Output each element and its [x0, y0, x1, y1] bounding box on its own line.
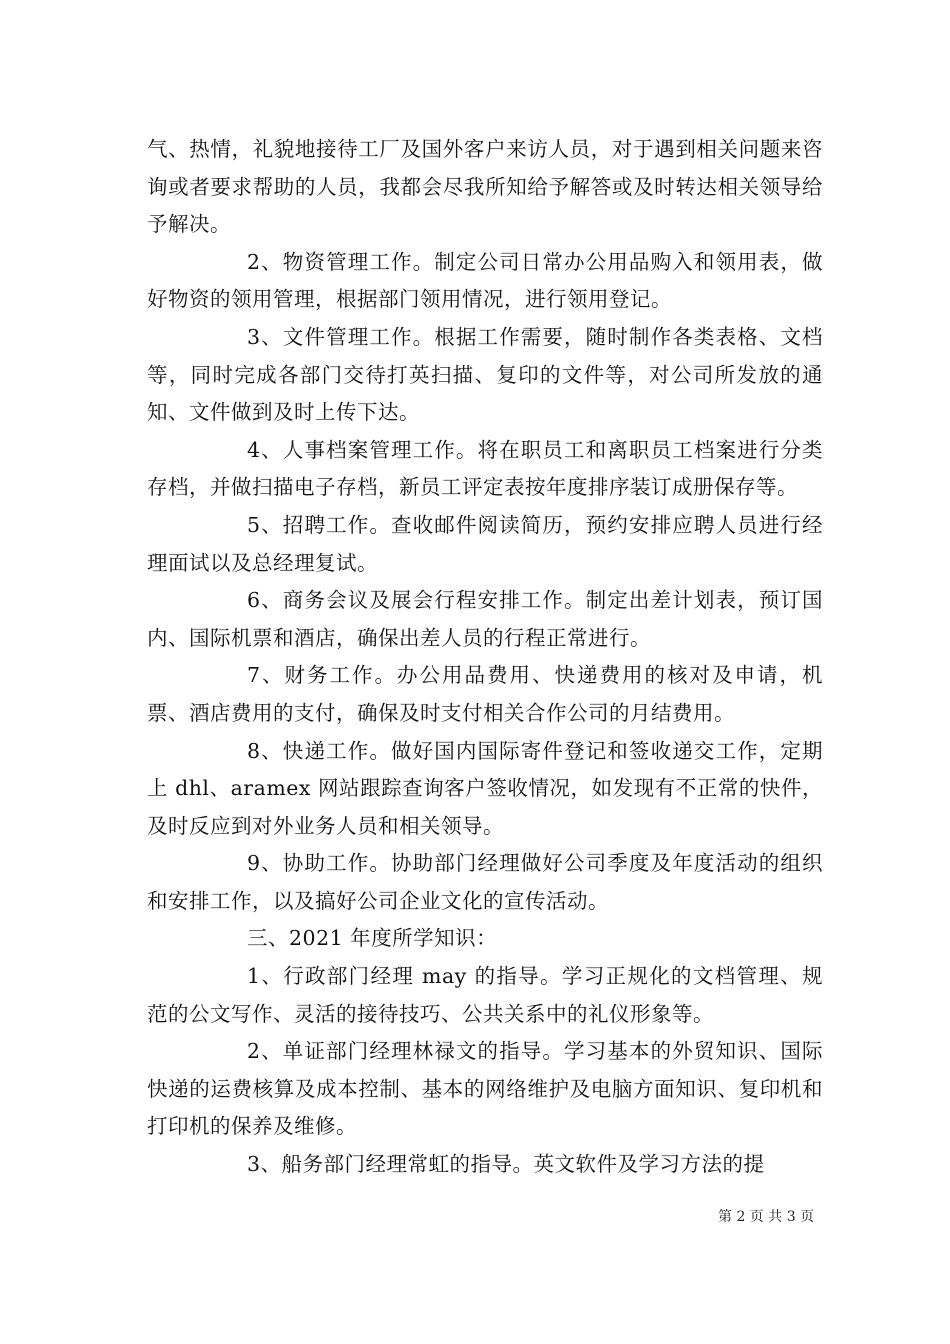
paragraph-knowledge-2: 2、单证部门经理林禄文的指导。学习基本的外贸知识、国际快递的运费核算及成本控制、基本的网络维护及电脑方面知识、复印机和打印机的保养及维修。: [147, 1039, 823, 1139]
paragraph-item-2-materials: 2、物资管理工作。制定公司日常办公用品购入和领用表，做好物资的领用管理，根据部门领用情况，进行领用登记。: [147, 249, 823, 312]
page-number-footer: 第 2 页 共 3 页: [718, 1209, 815, 1225]
paragraph-item-6-travel: 6、商务会议及展会行程安排工作。制定出差计划表，预订国内、国际机票和酒店，确保出差人员的行程正常进行。: [147, 588, 823, 650]
paragraph-knowledge-1: 1、行政部门经理 may 的指导。学习正规化的文档管理、规范的公文写作、灵活的接待技巧、公共关系中的礼仪形象等。: [147, 964, 823, 1026]
paragraph-knowledge-3: 3、船务部门经理常虹的指导。英文软件及学习方法的提: [247, 1152, 765, 1177]
paragraph-continuation: 气、热情，礼貌地接待工厂及国外客户来访人员，对于遇到相关问题来咨询或者要求帮助的人员，我都会尽我所知给予解答或及时转达相关领导给予解决。: [147, 137, 823, 237]
paragraph-item-3-files: 3、文件管理工作。根据工作需要，随时制作各类表格、文档等，同时完成各部门交待打英扫描、复印的文件等，对公司所发放的通知、文件做到及时上传下达。: [147, 324, 823, 425]
paragraph-item-7-finance: 7、财务工作。办公用品费用、快递费用的核对及申请，机票、酒店费用的支付，确保及时支付相关合作公司的月结费用。: [147, 663, 823, 725]
paragraph-item-9-assist: 9、协助工作。协助部门经理做好公司季度及年度活动的组织和安排工作，以及搞好公司企业文化的宣传活动。: [147, 851, 823, 913]
paragraph-item-5-recruiting: 5、招聘工作。查收邮件阅读简历，预约安排应聘人员进行经理面试以及总经理复试。: [147, 512, 823, 575]
document-body: [147, 131, 823, 1184]
paragraph-item-4-personnel: 4、人事档案管理工作。将在职员工和离职员工档案进行分类存档，并做扫描电子存档，新员工评定表按年度排序装订成册保存等。: [147, 437, 823, 500]
paragraph-item-8-courier: 8、快递工作。做好国内国际寄件登记和签收递交工作，定期上 dhl、aramex 网站跟踪查询客户签收情况，如发现有不正常的快件，及时反应到对外业务人员和相关领导。: [147, 738, 823, 838]
section-heading-knowledge: 三、2021 年度所学知识：: [247, 926, 498, 951]
